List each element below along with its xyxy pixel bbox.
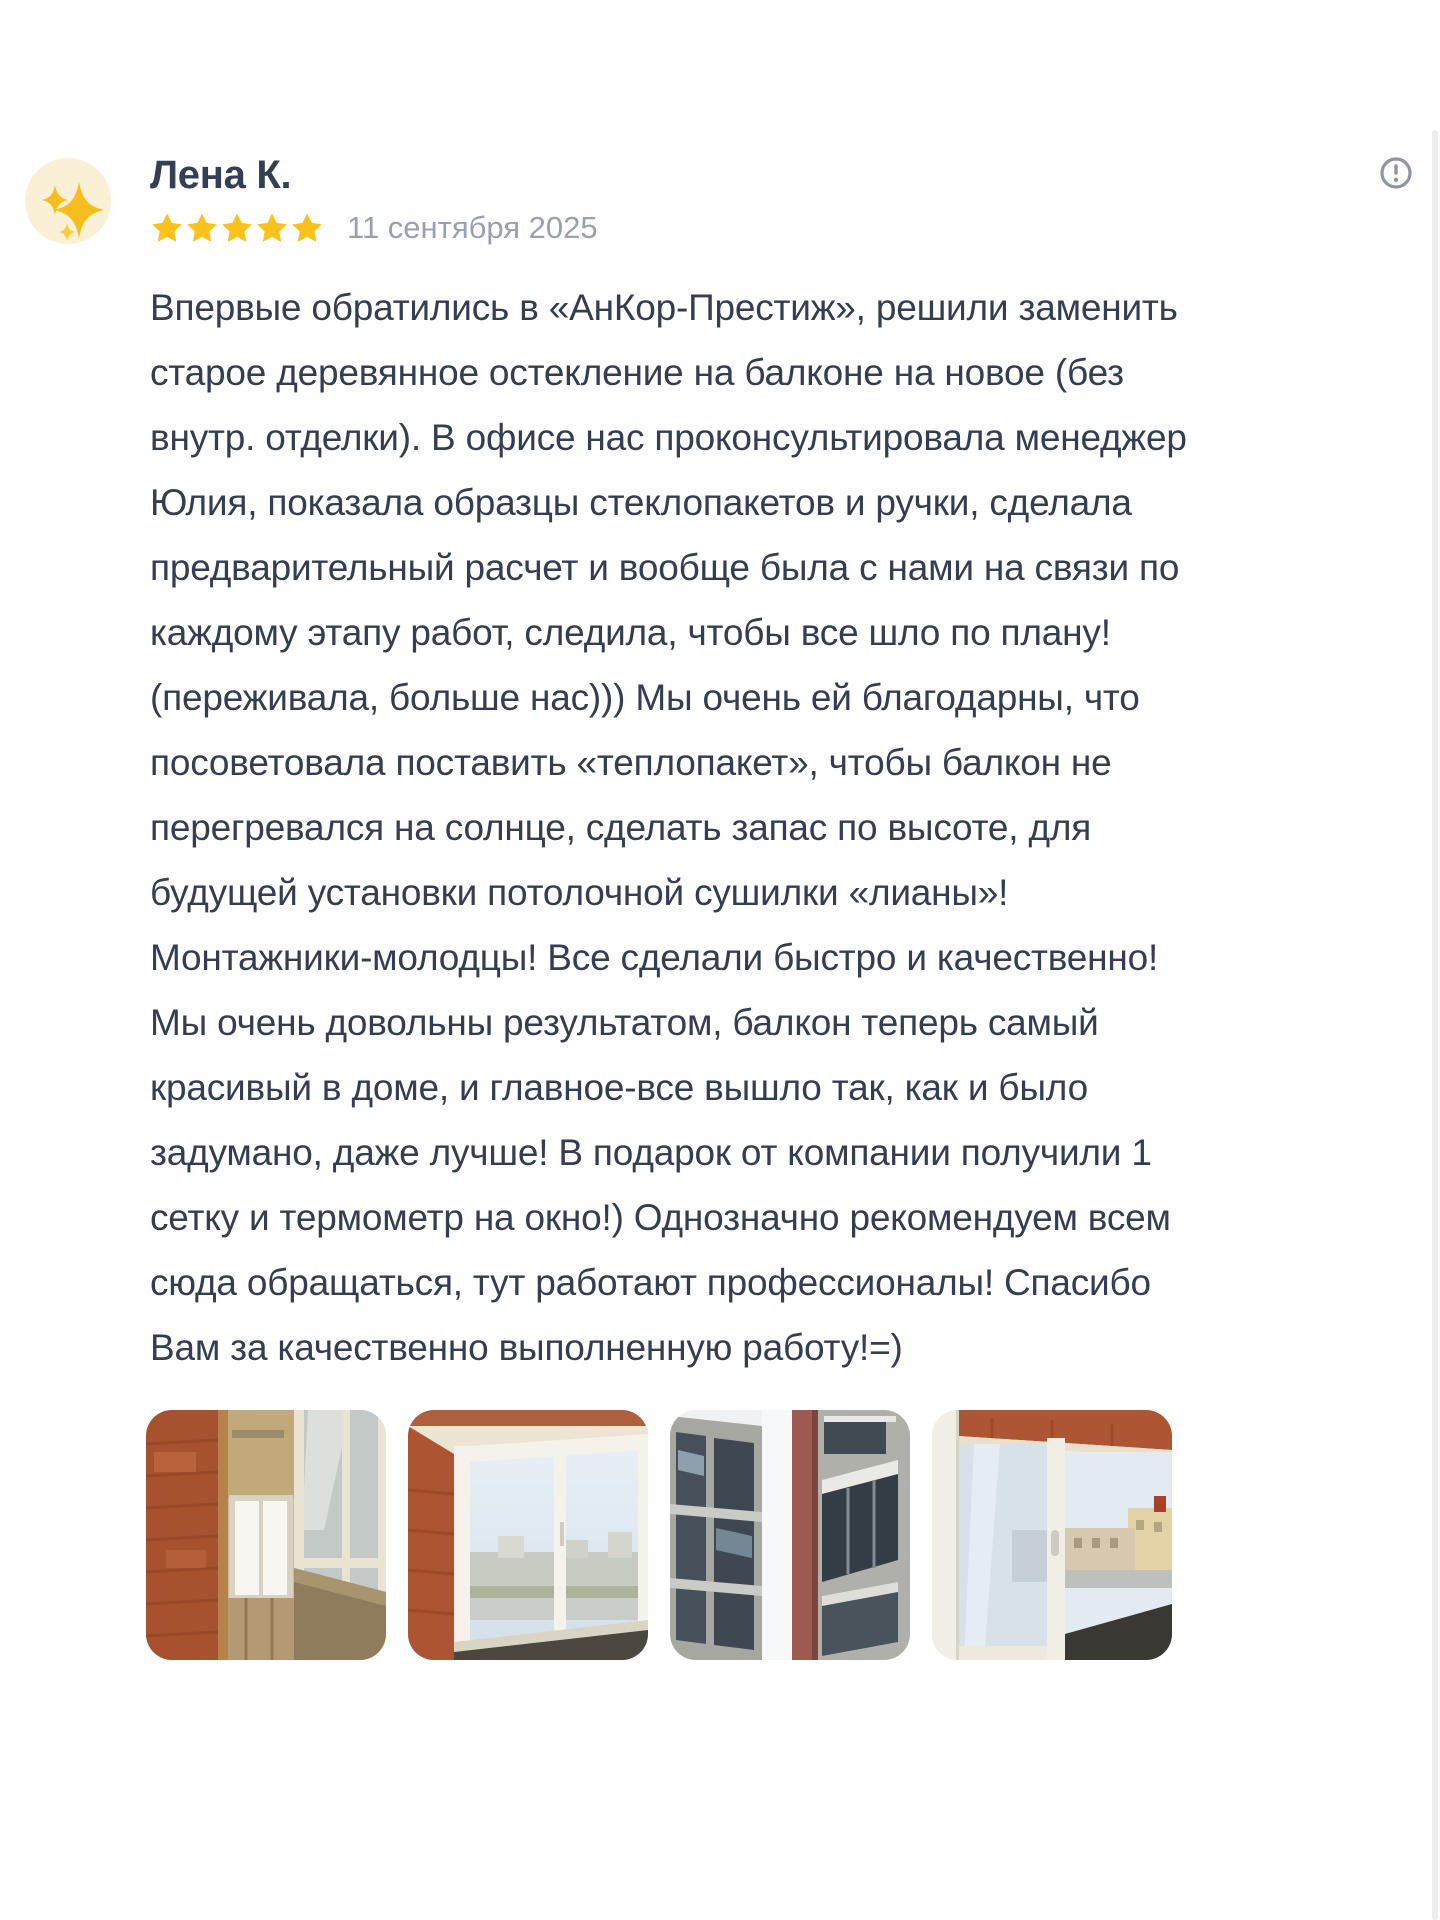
review-photos [146,1410,1440,1660]
author-name: Лена К. [150,153,292,197]
info-icon [1378,155,1414,191]
star-icon [220,211,254,245]
review-photo-4[interactable] [932,1410,1172,1660]
review-header [25,150,1440,248]
balcony-old-wooden-glazing-image [146,1410,386,1660]
star-icon [150,211,184,245]
review-text: Впервые обратились в «АнКор-Престиж», решили заменить старое деревянное остекление на балконе на новое (без внутр. отделки). В офисе нас проконсультировала менеджер Юлия, показала образцы стеклопакетов и ручки, сделала предварительный расчет и вообще была с нами на связи по каждому этапу работ, следила, чтобы все шло по плану! (переживала, больше нас))) Мы очень ей благодарны, что посоветовала поставить «теплопакет», чтобы балкон не перегревался на солнце, сделать запас по высоте, для будущей установки потолочной сушилки «лианы»! Монтажники-молодцы! Все сделали быстро и качественно! Мы очень довольны результатом, балкон теперь самый красивый в доме, и главное-все вышло так, как и было задумано, даже лучше! В подарок от компании получили 1 сетку и термометр на окно!) Однозначно рекомендуем всем сюда обращаться, тут работают профессионалы! Спасибо Вам за качественно выполненную работу!=) [150,287,1187,1368]
header-text [150,150,598,248]
info-button[interactable] [1376,153,1416,193]
review-photo-2[interactable] [408,1410,648,1660]
building-facade-corner-image [670,1410,910,1660]
sparkles-icon [25,158,111,244]
avatar [25,158,111,244]
balcony-new-open-window-image [932,1410,1172,1660]
star-icon [185,211,219,245]
review-photo-3[interactable] [670,1410,910,1660]
rating-stars [150,211,325,245]
review-date: 11 сентября 2025 [347,210,598,245]
balcony-new-glazing-city-view-image [408,1410,648,1660]
review-photo-1[interactable] [146,1410,386,1660]
star-icon [290,211,324,245]
rating-row [150,208,598,248]
scrollbar-thumb[interactable] [1432,130,1438,1920]
star-icon [255,211,289,245]
